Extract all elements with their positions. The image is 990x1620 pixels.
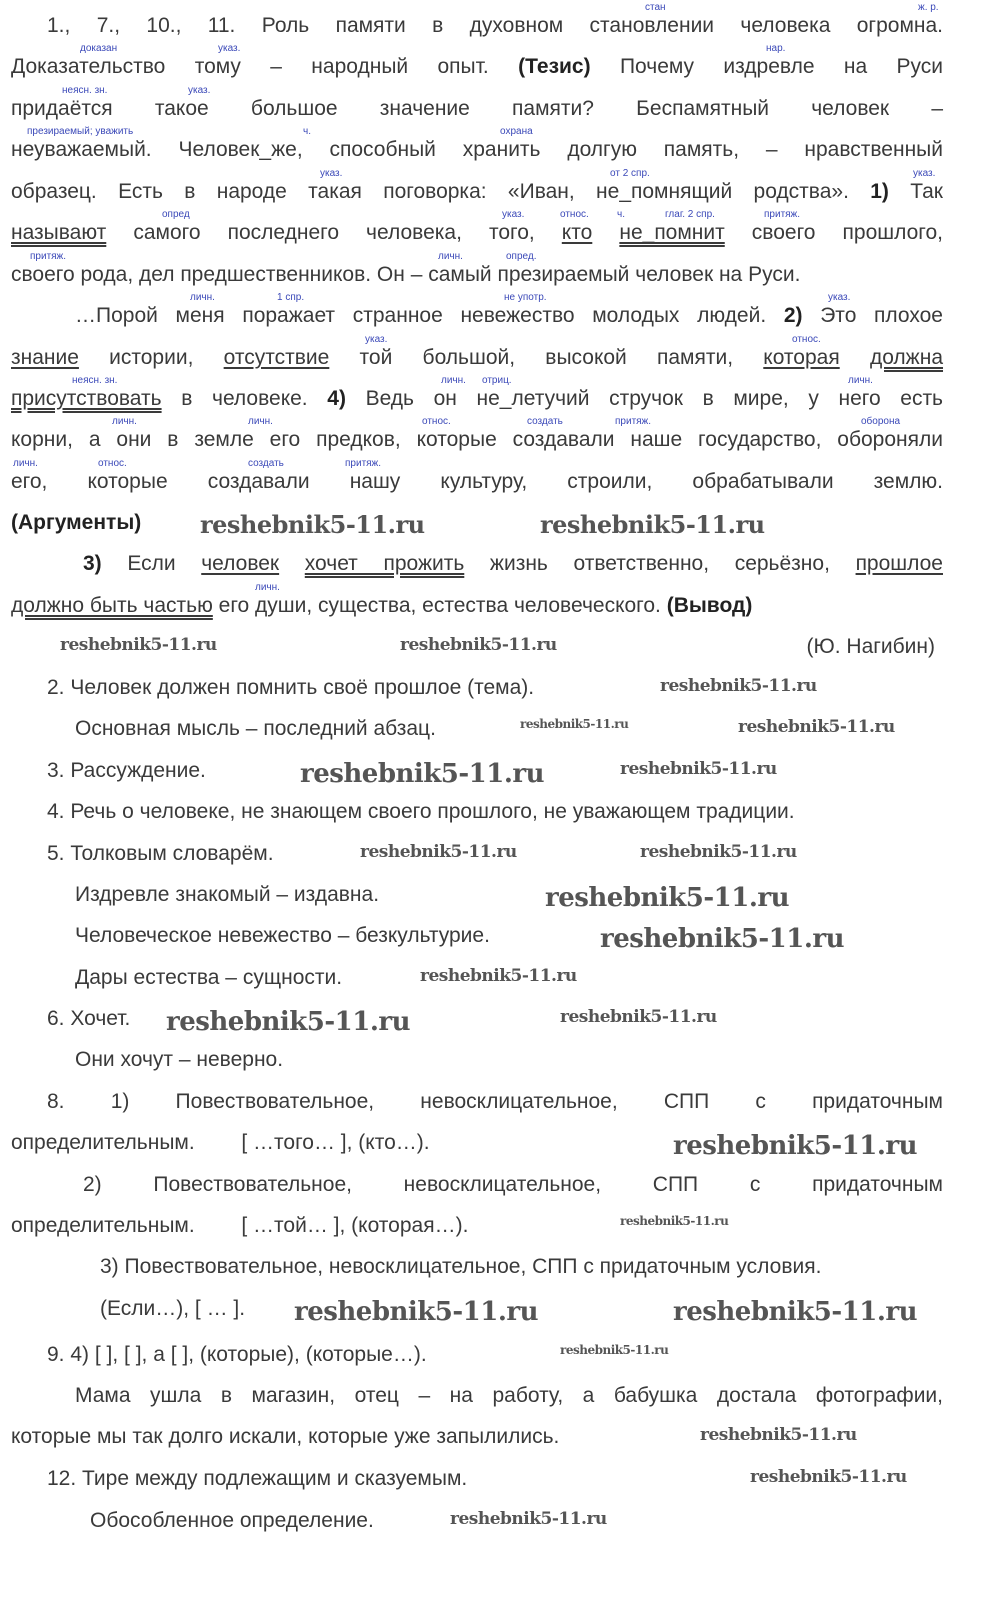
grammar-annotation: нар. — [766, 43, 786, 54]
text-line — [75, 718, 436, 740]
subject-underlined: отсутствие — [223, 346, 330, 369]
grammar-annotation: указ. — [502, 209, 525, 220]
text-segment: Ведь он не_летучий стручок в мире, у него есть — [345, 387, 943, 410]
grammar-annotation: указ. — [218, 43, 241, 54]
watermark: reshebnik5-11.ru — [200, 510, 425, 539]
grammar-annotation: 1 спр. — [277, 292, 305, 303]
text-segment: Издревле знакомый – издавна. — [75, 883, 380, 906]
predicate-double-underlined: присутствовать — [11, 387, 162, 410]
grammar-annotation: создать — [248, 458, 284, 469]
grammar-annotation: создать — [527, 416, 563, 427]
text-line — [47, 1344, 427, 1366]
text-line — [11, 388, 943, 410]
bold-label: (Тезис) — [518, 55, 591, 78]
grammar-annotation: личн. — [438, 251, 463, 262]
watermark: reshebnik5-11.ru — [540, 510, 765, 539]
text-segment: Это плохое — [802, 304, 943, 327]
text-line — [11, 222, 943, 244]
subject-underlined: знание — [11, 346, 79, 369]
grammar-annotation: ж. р. — [918, 2, 939, 13]
grammar-annotation: личн. — [13, 458, 38, 469]
grammar-annotation: указ. — [188, 85, 211, 96]
grammar-annotation: указ. — [913, 168, 936, 179]
watermark: reshebnik5-11.ru — [640, 842, 797, 862]
text-line — [11, 98, 943, 120]
text-line — [47, 843, 274, 865]
grammar-annotation: относ. — [560, 209, 589, 220]
text-segment: Так — [888, 180, 943, 203]
text-segment: своего прошлого, — [724, 221, 943, 244]
text-segment: Если — [101, 552, 202, 575]
watermark: reshebnik5-11.ru — [60, 635, 217, 655]
grammar-annotation: от 2 спр. — [610, 168, 650, 179]
text-segment: Мама ушла в магазин, отец – на работу, а бабушка достала фотографии, — [75, 1384, 943, 1407]
watermark: reshebnik5-11.ru — [738, 717, 895, 737]
bold-label: 2) — [783, 304, 803, 327]
grammar-annotation: личн. — [848, 375, 873, 386]
watermark: reshebnik5-11.ru — [560, 1007, 717, 1027]
grammar-annotation: притяж. — [345, 458, 382, 469]
text-line — [47, 1091, 943, 1113]
grammar-annotation: личн. — [441, 375, 466, 386]
text-segment: 4. Речь о человеке, не знающем своего прошлого, не уважающем традиции. — [47, 800, 795, 823]
text-segment: 2) Повествовательное, невосклицательное, СПП с придаточным — [83, 1173, 943, 1196]
watermark: reshebnik5-11.ru — [166, 1007, 411, 1037]
text-segment: (Ю. Нагибин) — [806, 635, 935, 658]
grammar-annotation: личн. — [248, 416, 273, 427]
text-segment — [279, 552, 305, 575]
watermark: reshebnik5-11.ru — [620, 1214, 729, 1228]
text-segment: Человеческое невежество – безкультурие. — [75, 924, 490, 947]
text-line — [75, 967, 342, 989]
text-line — [75, 1049, 283, 1071]
text-line — [11, 1426, 559, 1448]
grammar-annotation: указ. — [828, 292, 851, 303]
text-segment: 6. Хочет. — [47, 1007, 131, 1030]
text-line — [75, 305, 943, 327]
grammar-annotation: указ. — [365, 334, 388, 345]
text-segment: его, которые создавали нашу культуру, строили, обрабатывали землю. — [11, 470, 943, 493]
text-line — [11, 1132, 430, 1154]
watermark: reshebnik5-11.ru — [520, 717, 629, 731]
grammar-annotation: оборона — [861, 416, 901, 427]
text-segment: определительным. [ …того… ], (кто…). — [11, 1131, 430, 1154]
text-segment: (Если…), [ … ]. — [100, 1297, 246, 1320]
watermark: reshebnik5-11.ru — [360, 842, 517, 862]
text-segment: самого последнего человека, того, — [106, 221, 562, 244]
text-segment: той большой, высокой памяти, — [329, 346, 764, 369]
watermark: reshebnik5-11.ru — [673, 1131, 918, 1161]
grammar-annotation: личн. — [190, 292, 215, 303]
text-line — [11, 181, 943, 203]
text-line — [47, 15, 943, 37]
grammar-annotation: притяж. — [764, 209, 801, 220]
text-segment: 9. 4) [ ], [ ], а [ ], (которые), (которые…). — [47, 1343, 427, 1366]
predicate-double-underlined: должна — [869, 346, 944, 369]
text-segment: 2. Человек должен помнить своё прошлое (тема). — [47, 676, 535, 699]
watermark: reshebnik5-11.ru — [300, 759, 545, 789]
text-segment: Они хочут – неверно. — [75, 1048, 284, 1071]
text-line — [90, 1510, 374, 1532]
grammar-annotation: личн. — [112, 416, 137, 427]
text-line — [100, 1256, 821, 1278]
text-line — [83, 1174, 943, 1196]
text-segment: Основная мысль – последний абзац. — [75, 717, 436, 740]
text-segment: которые мы так долго искали, которые уже запылились. — [11, 1425, 560, 1448]
text-line — [47, 801, 795, 823]
grammar-annotation: притяж. — [30, 251, 67, 262]
watermark: reshebnik5-11.ru — [545, 883, 790, 913]
text-segment — [592, 221, 619, 244]
grammar-annotation: относ. — [98, 458, 127, 469]
grammar-annotation: относ. — [422, 416, 451, 427]
watermark: reshebnik5-11.ru — [450, 1509, 607, 1529]
subject-underlined: прошлое — [855, 552, 943, 575]
text-line — [807, 636, 935, 658]
grammar-annotation: притяж. — [615, 416, 652, 427]
text-segment — [840, 346, 870, 369]
subject-underlined: которая — [763, 346, 840, 369]
text-segment: жизнь ответственно, серьёзно, — [464, 552, 856, 575]
text-line — [11, 512, 141, 534]
text-segment: 5. Толковым словарём. — [47, 842, 274, 865]
text-line — [11, 429, 943, 451]
text-line — [11, 471, 943, 493]
watermark: reshebnik5-11.ru — [600, 924, 845, 954]
grammar-annotation: указ. — [320, 168, 343, 179]
grammar-annotation: глаг. 2 спр. — [665, 209, 715, 220]
text-line — [75, 884, 379, 906]
text-segment: 3) Повествовательное, невосклицательное, СПП с придаточным условия. — [100, 1255, 822, 1278]
text-segment: …Порой меня поражает странное невежество молодых людей. — [75, 304, 784, 327]
text-line — [47, 1008, 130, 1030]
grammar-annotation: охрана — [500, 126, 533, 137]
subject-underlined: кто — [561, 221, 593, 244]
bold-label: 1) — [870, 180, 889, 203]
text-segment: Доказательство тому – народный опыт. — [11, 55, 519, 78]
grammar-annotation: стан — [645, 2, 666, 13]
watermark: reshebnik5-11.ru — [560, 1343, 669, 1357]
watermark: reshebnik5-11.ru — [700, 1425, 857, 1445]
text-line — [11, 139, 943, 161]
bold-label: 3) — [83, 552, 102, 575]
bold-label: (Вывод) — [666, 594, 753, 617]
grammar-annotation: личн. — [255, 582, 280, 593]
text-line — [47, 760, 206, 782]
grammar-annotation: отриц. — [482, 375, 512, 386]
text-segment: 12. Тире между подлежащим и сказуемым. — [47, 1467, 468, 1490]
text-segment: 3. Рассуждение. — [47, 759, 206, 782]
grammar-annotation: не употр. — [504, 292, 547, 303]
grammar-annotation: неясн. зн. — [72, 375, 118, 386]
predicate-double-underlined: хочет прожить — [304, 552, 465, 575]
text-line — [11, 1215, 468, 1237]
grammar-annotation: неясн. зн. — [62, 85, 108, 96]
text-segment: Дары естества – сущности. — [75, 966, 343, 989]
predicate-double-underlined: не_помнит — [619, 221, 725, 244]
watermark: reshebnik5-11.ru — [620, 759, 777, 779]
text-segment: определительным. [ …той… ], (которая…). — [11, 1214, 469, 1237]
text-segment: придаётся такое большое значение памяти? Беспамятный человек – — [11, 97, 943, 120]
text-segment: своего рода, дел предшественников. Он – самый презираемый человек на Руси. — [11, 263, 801, 286]
watermark: reshebnik5-11.ru — [420, 966, 577, 986]
predicate-double-underlined: называют — [11, 221, 107, 244]
watermark: reshebnik5-11.ru — [660, 676, 817, 696]
text-line — [83, 553, 943, 575]
text-segment: 8. 1) Повествовательное, невосклицательное, СПП с придаточным — [47, 1090, 943, 1113]
text-segment: его души, существа, естества человеческого. — [212, 594, 667, 617]
text-segment: Почему издревле на Руси — [590, 55, 943, 78]
text-segment: 1., 7., 10., 11. Роль памяти в духовном становлении человека огромна. — [47, 14, 943, 37]
grammar-annotation: опред. — [506, 251, 537, 262]
grammar-annotation: относ. — [792, 334, 821, 345]
grammar-annotation: доказан — [80, 43, 118, 54]
text-line — [11, 264, 800, 286]
predicate-double-underlined: должно быть частью — [11, 594, 213, 617]
text-segment: образец. Есть в народе такая поговорка: «Иван, не_помнящий родства». — [11, 180, 871, 203]
text-segment: Обособленное определение. — [90, 1509, 374, 1532]
bold-label: (Аргументы) — [11, 511, 142, 534]
watermark: reshebnik5-11.ru — [673, 1297, 918, 1327]
text-line — [100, 1298, 245, 1320]
subject-underlined: человек — [201, 552, 280, 575]
text-segment: истории, — [78, 346, 224, 369]
text-line — [75, 1385, 943, 1407]
bold-label: 4) — [327, 387, 346, 410]
watermark: reshebnik5-11.ru — [294, 1297, 539, 1327]
watermark: reshebnik5-11.ru — [750, 1467, 907, 1487]
text-line — [75, 925, 490, 947]
text-line — [11, 56, 943, 78]
grammar-annotation: ч. — [303, 126, 311, 137]
text-line — [47, 677, 534, 699]
watermark: reshebnik5-11.ru — [400, 635, 557, 655]
text-line — [11, 347, 943, 369]
text-line — [47, 1468, 467, 1490]
text-line — [11, 595, 752, 617]
text-segment: неуважаемый. Человек_же, способный хранить долгую память, – нравственный — [11, 138, 943, 161]
grammar-annotation: опред — [162, 209, 190, 220]
grammar-annotation: ч. — [617, 209, 625, 220]
text-segment: в человеке. — [161, 387, 328, 410]
grammar-annotation: презираемый; уважить — [27, 126, 134, 137]
text-segment: корни, а они в земле его предков, которые создавали наше государство, обороняли — [11, 428, 943, 451]
